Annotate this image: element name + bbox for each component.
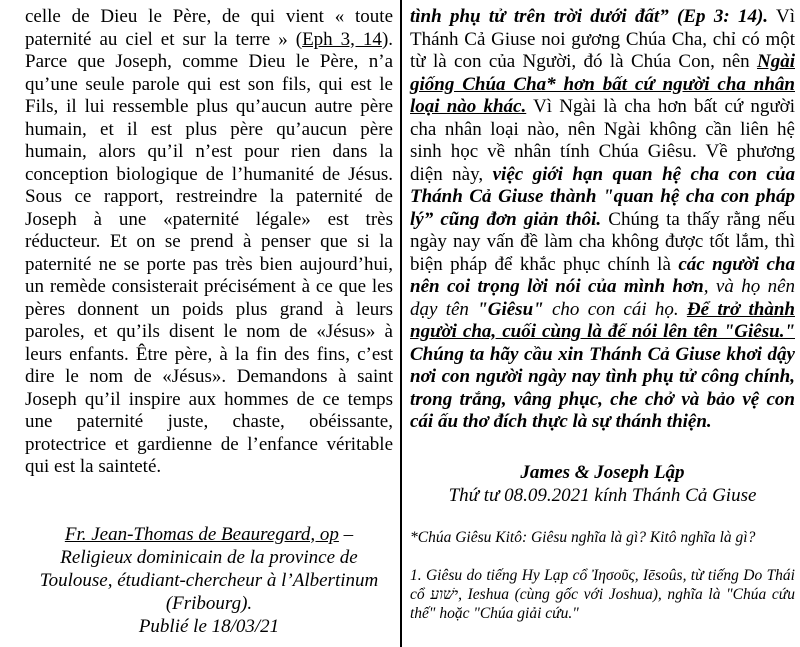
attribution-line — [25, 523, 393, 546]
attribution-line — [25, 592, 393, 615]
text-run: , và họ nên dạy tên — [410, 276, 796, 320]
attribution-line — [410, 461, 795, 484]
text-run: Religieux dominicain de la province de — [60, 546, 358, 568]
text-run: tình phụ tử trên trời dưới đất” (Ep 3: 14). — [410, 6, 769, 27]
text-run: Vì Ngài là cha hơn bất cứ người cha nhân loại nào, nên Ngài không cần liên hệ sinh học về nhân tính Chúa Giêsu. Về phương diện này, — [410, 96, 795, 185]
text-run: Ngài giống Chúa Cha* hơn bất cứ người cha nhân loại nào khác. — [410, 51, 795, 117]
attribution-line — [25, 546, 393, 569]
text-run: – — [338, 523, 354, 545]
footnote-asterisk — [410, 528, 795, 547]
text-run: celle de Dieu le Père, de qui vient « toute paternité au ciel et sur la terre » ( — [25, 6, 393, 50]
text-run: Vì Thánh Cả Giuse noi gương Chúa Cha, chỉ có một từ là con của Người, đó là Chúa Con, nên — [410, 6, 795, 72]
french-paragraph — [25, 6, 393, 479]
text-run: Chúng ta thấy rằng nếu ngày nay vấn đề làm cha không được tốt lắm, thì biện pháp để khắc phục chính là — [410, 208, 795, 275]
text-run: Để trở thành người cha, cuối cùng là để nói lên tên "Giêsu." — [410, 298, 795, 342]
text-run: cho con cái họ. — [543, 298, 687, 320]
text-run: 1. Giêsu do tiếng Hy Lạp cổ Ἰησοῦς, Iēsoûs, từ tiếng Do Thái cổ ישׁוע, Ieshua (cùng gốc với Joshua), nghĩa là "Chúa cứu thế" hoặc "Chúa giải cứu." — [410, 566, 795, 622]
text-run: "Giêsu" — [477, 298, 544, 320]
text-run: *Chúa Giêsu Kitô: Giêsu nghĩa là gì? Kitô nghĩa là gì? — [410, 528, 756, 546]
date-line: Thứ tư 08.09.2021 kính Thánh Cả Giuse — [448, 484, 757, 506]
scripture-reference-link[interactable]: Eph 3, 14 — [302, 28, 382, 50]
translator-attribution-block — [410, 461, 795, 507]
text-run: ). Parce que Joseph, comme Dieu le Père, n’a qu’une seule parole qui est son fils, qui est le Fils, il lui ressemble plus qu’aucun autre père humain, et il est plus père qu’aucun père humain, alors qu’il n’est pour rien dans la conception biologique de l’humanité de Jésus. Sous ce rapport, restreindre la paternité de Joseph à une «paternité légale» est très réducteur. Et on se prend à penser que si la paternité ne se porte pas très bien aujourd’hui, un remède consisterait précisément à ce que les pères donnent un poids plus grand à leurs paroles, et qu’ils disent le nom de «Jésus» à leurs enfants. Être père, à la fin des fins, c’est dire le nom de «Jésus». Demandons à saint Joseph qu’il inspire aux hommes de ce temps une paternité juste, chaste, obéissante, protectrice et gardienne de l’enfance véritable qui est la sainteté. — [25, 28, 394, 477]
vietnamese-paragraph — [410, 6, 795, 434]
text-run: Toulouse, étudiant-chercheur à l’Albertinum — [39, 569, 379, 591]
publication-date-line — [25, 615, 393, 638]
text-run: việc giới hạn quan hệ cha con của Thánh Cả Giuse thành "quan hệ cha con pháp lý” cũng đơn giản thôi. — [410, 163, 795, 230]
attribution-line — [25, 569, 393, 592]
text-run: các người cha nên coi trọng lời nói của mình hơn — [410, 253, 795, 297]
author-attribution-block — [25, 523, 393, 638]
right-column-vietnamese — [400, 0, 800, 647]
publication-date: Publié le 18/03/21 — [138, 615, 280, 637]
text-run: (Fribourg). — [165, 592, 253, 614]
author-name: Fr. Jean-Thomas de Beauregard, op — [64, 523, 339, 545]
author-name: James & Joseph Lập — [520, 461, 685, 483]
footnote-1 — [410, 566, 795, 623]
text-run: Chúng ta hãy cầu xin Thánh Cả Giuse khơi dậy nơi con người ngày nay tình phụ tử công chính, trong trắng, vâng phục, che chở và bảo vệ con cái ấu thơ đích thực là sự thánh thiện. — [410, 343, 795, 432]
date-line — [410, 484, 795, 507]
footnotes-block — [410, 528, 795, 623]
